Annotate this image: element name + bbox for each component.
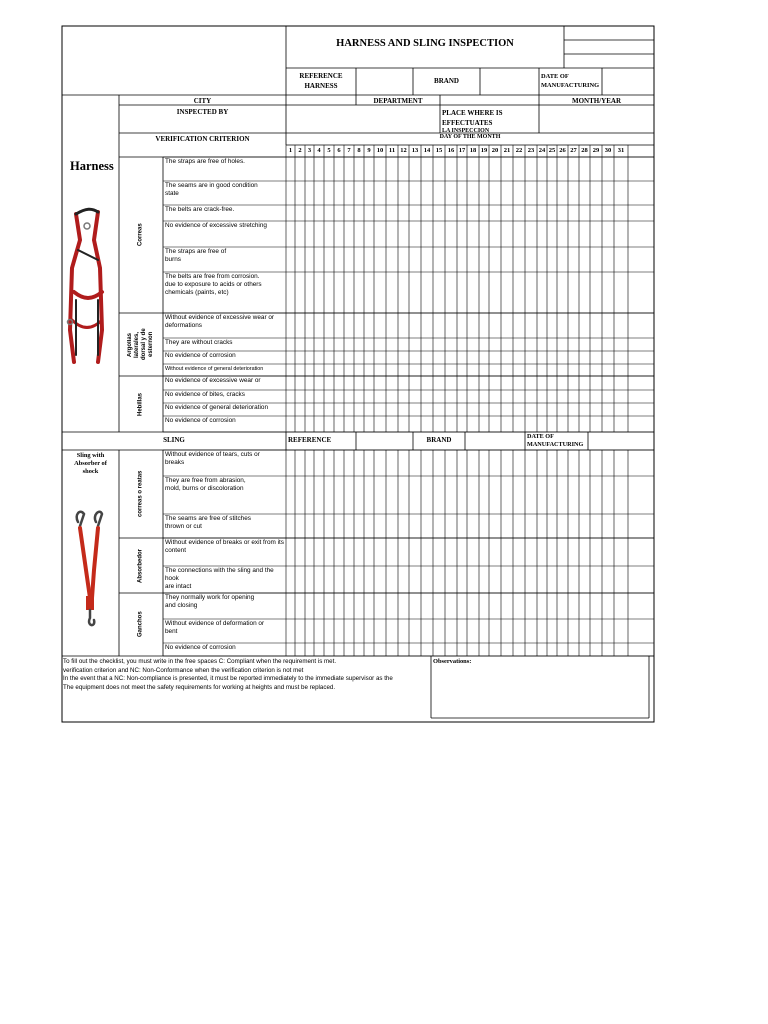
sling-title: Sling with Absorber of shock — [74, 452, 107, 475]
criterion-text: The belts are crack-free. — [165, 206, 235, 213]
day-number: 1 — [288, 147, 293, 154]
criterion-text: They are free from abrasion, mold, burns or discoloration — [165, 477, 246, 492]
criterion-text: No evidence of general deterioration — [165, 404, 269, 411]
verification-criterion-label: VERIFICATION CRITERION — [155, 135, 250, 143]
sling-date-manufacturing-label: DATE OF MANUFACTURING — [527, 433, 584, 448]
group-label: correas o reatas — [137, 470, 144, 518]
inspected-by-label: INSPECTED BY — [176, 108, 229, 116]
day-number: 8 — [357, 147, 361, 154]
day-of-month-label: DAY OF THE MONTH — [439, 134, 501, 140]
day-number: 5 — [327, 147, 331, 154]
group-label: Absorbedor — [137, 548, 144, 583]
day-number: 14 — [423, 147, 431, 154]
place-label-overflow: LA INSPECCIÓN — [442, 128, 490, 133]
day-number: 29 — [592, 147, 600, 154]
group-label: Ganchos — [137, 611, 144, 638]
criterion-text: The connections with the sling and the hook are intact — [165, 567, 274, 590]
criterion-text: Without evidence of general deterioration — [165, 366, 264, 372]
criterion-text: The seams are free of stitches thrown or cut — [165, 515, 251, 530]
criterion-text: Without evidence of breaks or exit from its content — [165, 539, 284, 554]
criterion-text: No evidence of bites, cracks — [165, 391, 245, 398]
criterion-text: They normally work for opening and closing — [165, 594, 255, 609]
day-number: 9 — [367, 147, 371, 154]
brand-label: BRAND — [434, 77, 459, 85]
day-number: 3 — [307, 147, 312, 154]
day-number: 30 — [604, 147, 612, 154]
day-number: 17 — [458, 147, 466, 154]
day-number: 7 — [347, 147, 351, 154]
criterion-text: No evidence of excessive wear or — [165, 377, 261, 384]
day-number: 28 — [581, 147, 588, 154]
day-number: 11 — [388, 147, 396, 154]
reference-harness-label: REFERENCE HARNESS — [299, 72, 343, 90]
instruction-line: The equipment does not meet the safety requirements for working at heights and must be replaced. — [63, 683, 336, 691]
instructions — [63, 658, 429, 692]
criterion-text: No evidence of excessive stretching — [165, 222, 267, 229]
day-number: 10 — [376, 147, 384, 154]
criterion-text: No evidence of corrosion — [165, 352, 236, 359]
city-label: CITY — [193, 97, 212, 105]
sling-header: SLING — [163, 436, 185, 444]
day-number: 27 — [570, 147, 577, 154]
day-number: 13 — [411, 147, 419, 154]
day-number: 18 — [469, 147, 477, 154]
group-label: Correas — [137, 223, 144, 247]
criterion-text: Without evidence of deformation or bent — [165, 620, 265, 635]
criterion-text: Without evidence of tears, cuts or breaks — [165, 451, 260, 466]
day-number: 15 — [435, 147, 443, 154]
day-number: 24 — [538, 147, 546, 154]
day-number: 16 — [447, 147, 455, 154]
day-number: 23 — [527, 147, 535, 154]
form-title: HARNESS AND SLING INSPECTION — [336, 38, 514, 49]
day-number: 20 — [491, 147, 499, 154]
criterion-text: They are without cracks — [165, 339, 233, 346]
day-number: 26 — [559, 147, 566, 154]
harness-title: Harness — [70, 159, 114, 173]
criterion-text: No evidence of corrosion — [165, 417, 236, 424]
criterion-text: The straps are free of burns — [165, 248, 227, 263]
criterion-text: Without evidence of excessive wear or deformations — [165, 314, 275, 329]
department-label: DEPARTMENT — [373, 97, 423, 105]
day-number: 21 — [503, 147, 511, 154]
place-label: PLACE WHERE IS EFFECTUATES — [442, 109, 503, 127]
criterion-text: The seams are in good condition state — [165, 182, 258, 197]
date-manufacturing-label: DATE OF MANUFACTURING — [541, 73, 600, 89]
day-number: 25 — [548, 147, 556, 154]
day-number: 4 — [317, 147, 321, 154]
month-year-label: MONTH/YEAR — [572, 97, 621, 105]
day-number: 2 — [298, 147, 302, 154]
observations-label: Observations: — [433, 658, 472, 665]
criterion-text: The straps are free of holes. — [165, 158, 245, 165]
criterion-text: No evidence of corrosion — [165, 644, 236, 651]
sling-brand-label: BRAND — [426, 436, 452, 444]
instruction-line: verification criterion and NC: Non-Conformance when the verification criterion is not met — [63, 666, 304, 674]
group-label: Hebillas — [137, 392, 144, 416]
sling-reference-label: REFERENCE — [288, 436, 332, 444]
instruction-line: In the event that a NC: Non-compliance is presented, it must be reported immediately to the immediate supervisor as the — [63, 675, 393, 682]
group-label: Argollas laterales, dorsal y de esternon — [127, 328, 154, 361]
instruction-line: To fill out the checklist, you must write in the free spaces C: Compliant when the requirement is met. — [63, 658, 337, 665]
day-number: 22 — [515, 147, 523, 154]
criterion-text: The belts are free from corrosion. due to exposure to acids or others chemicals (paints, etc) — [165, 273, 262, 296]
day-number: 6 — [337, 147, 341, 154]
day-number: 12 — [400, 147, 407, 154]
day-number: 31 — [617, 147, 625, 154]
day-number: 19 — [480, 147, 488, 154]
